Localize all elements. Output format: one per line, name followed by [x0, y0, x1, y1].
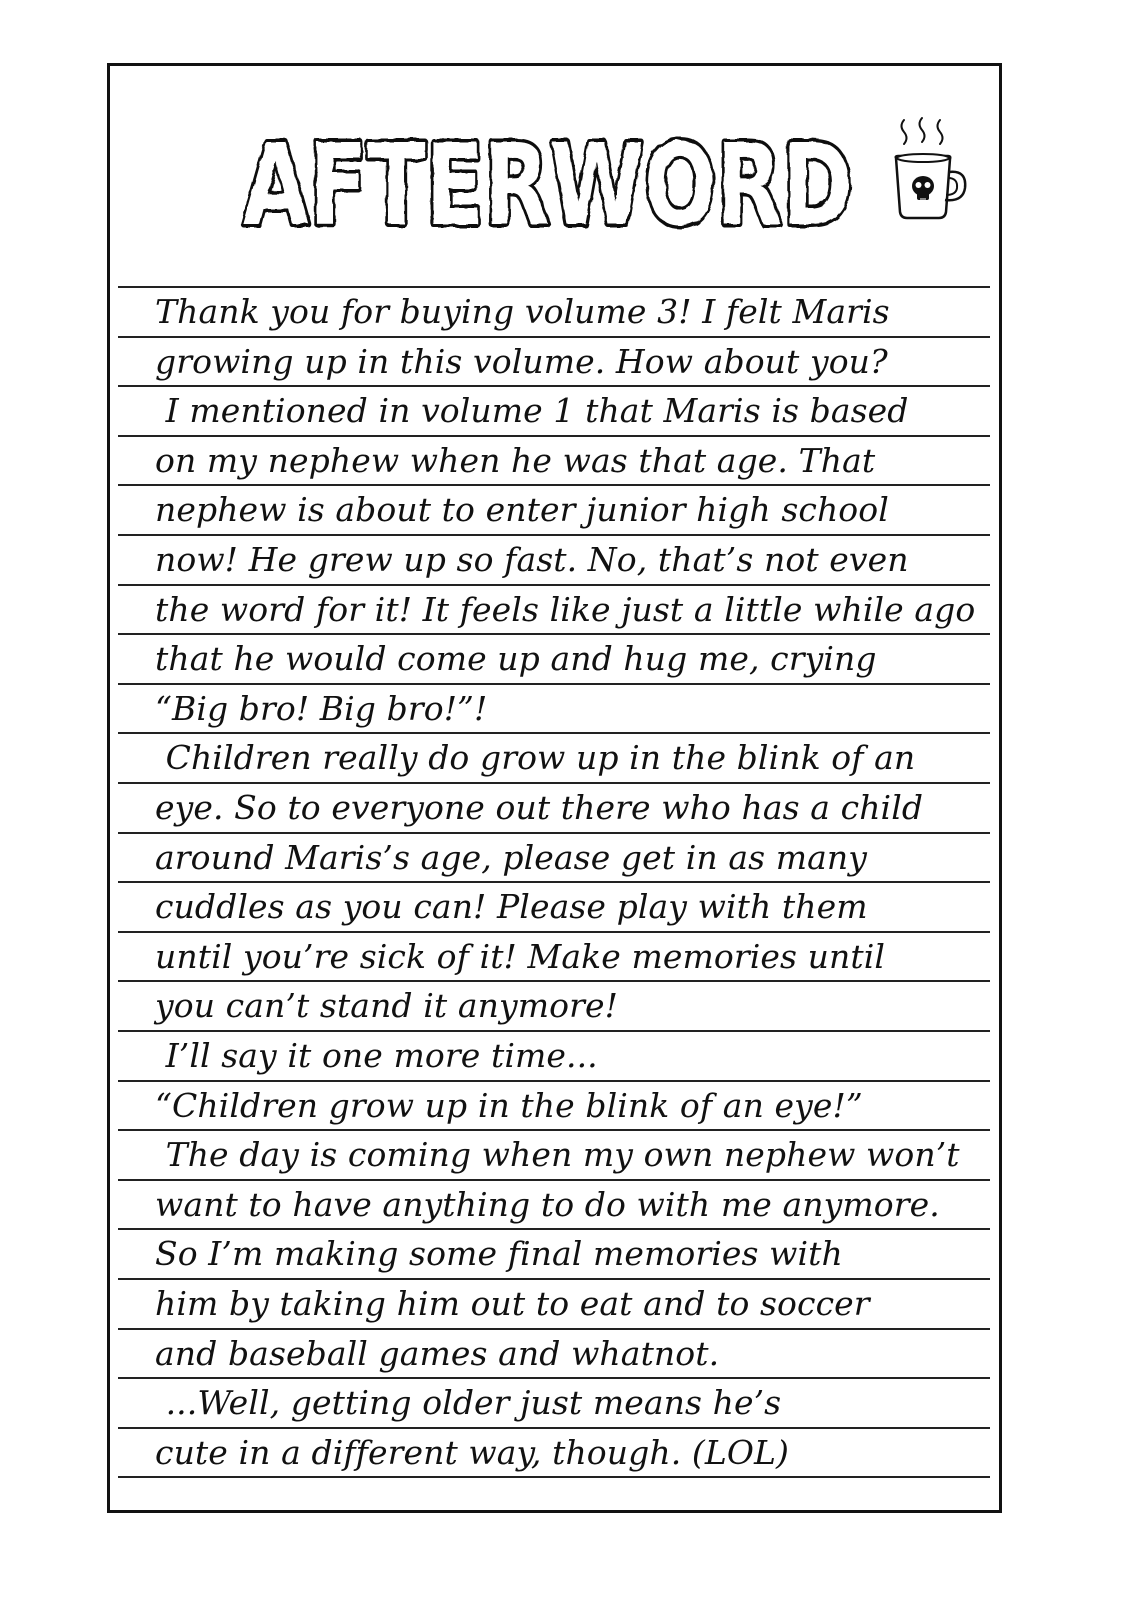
text-line: I mentioned in volume 1 that Maris is based	[155, 391, 909, 431]
text-line: on my nephew when he was that age. That	[155, 440, 876, 480]
text-line: So I’m making some final memories with	[155, 1234, 843, 1274]
text-line: Children really do grow up in the blink of an	[155, 738, 916, 778]
text-line: and baseball games and whatnot.	[155, 1333, 720, 1373]
text-line: cute in a different way, though. (LOL)	[155, 1432, 790, 1472]
title-lettering	[233, 118, 863, 251]
text-line: the word for it! It feels like just a little while ago	[155, 589, 976, 629]
text-line: Thank you for buying volume 3! I felt Maris	[155, 292, 890, 331]
text-line: that he would come up and hug me, crying	[155, 639, 877, 679]
coffee-mug-skull-icon	[890, 112, 970, 232]
text-line: want to have anything to do with me anymore.	[155, 1184, 940, 1224]
text-line: ...Well, getting older just means he’s	[155, 1383, 782, 1423]
text-line: until you’re sick of it! Make memories until	[155, 936, 886, 976]
text-line: cuddles as you can! Please play with them	[155, 887, 868, 927]
title-text: AFTERWORD	[243, 121, 853, 251]
text-line: growing up in this volume. How about you?	[155, 341, 888, 381]
text-line: “Big bro! Big bro!”!	[155, 688, 488, 728]
text-line: eye. So to everyone out there who has a child	[155, 788, 924, 827]
page-title	[233, 118, 863, 251]
text-line: now! He grew up so fast. No, that’s not even	[155, 540, 909, 579]
text-line: nephew is about to enter junior high school	[155, 490, 889, 530]
text-line: him by taking him out to eat and to soccer	[155, 1284, 870, 1323]
text-line: “Children grow up in the blink of an eye!”	[155, 1085, 863, 1125]
text-line: I’ll say it one more time...	[155, 1036, 598, 1075]
text-line: you can’t stand it anymore!	[155, 986, 618, 1026]
text-line: The day is coming when my own nephew won’t	[155, 1135, 960, 1175]
text-line: around Maris’s age, please get in as many	[155, 837, 867, 877]
